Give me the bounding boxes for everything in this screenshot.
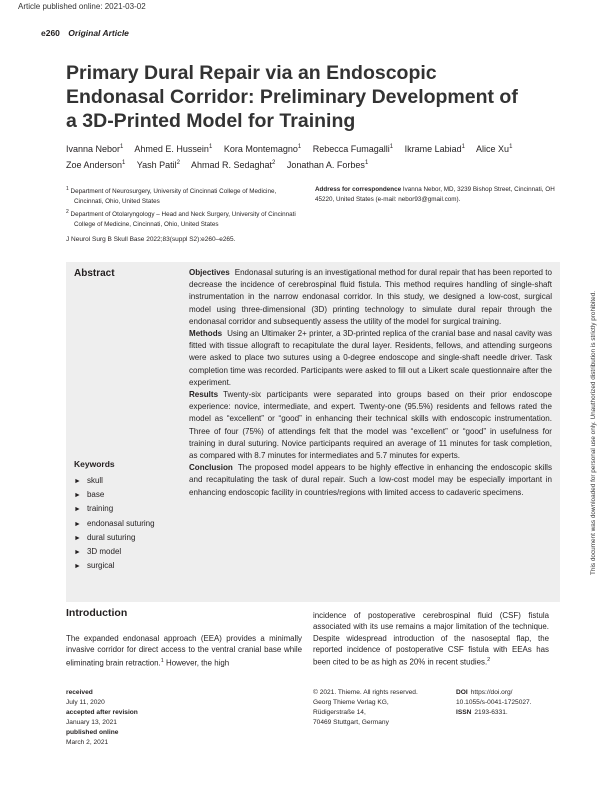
keyword-item — [74, 502, 155, 516]
author-name: Zoe Anderson — [66, 160, 123, 170]
bullet-arrow-icon: ► — [74, 506, 81, 514]
abstract-text: The proposed model appears to be highly effective in enhancing the endoscopic skills and recapitulating the task of dural repair. Such a low-cost model may be especially important in enhancing endoscopic facility in countries/regions with limited access to cadaveric specimens. — [189, 463, 552, 497]
keywords-list — [74, 474, 155, 573]
author-affiliation: 1 — [122, 160, 126, 166]
abstract-label: Abstract — [74, 268, 115, 279]
author-name: Ahmad R. Sedaghat — [190, 160, 273, 170]
date-label: published online — [66, 729, 119, 736]
author-name: Jonathan A. Forbes — [286, 160, 365, 170]
author — [476, 144, 512, 154]
abstract-text: Endonasal suturing is an investigational method for dural repair that has been reported to decrease the incidence of cerebrospinal fluid fistula. This method requires handling of single-shaft instrumentation in the narrow endonasal corridor. In this study, we designed a low-cost, surgical model using three-dimensional (3D) printing technology to simulate dural repair through the endonasal corridor and subsequently assess the utility of the model for surgical training. — [189, 268, 552, 326]
correspondence — [315, 185, 560, 204]
correspondence-text: Ivanna Nebor, MD, 3239 Bishop Street, Cincinnati, OH 45220, United States (e-mail: nebor93@gmail.com). — [315, 186, 555, 203]
article-title: Primary Dural Repair via an Endoscopic Endonasal Corridor: Preliminary Development of a 3D-Printed Model for Training — [66, 62, 518, 132]
author-affiliation: 1 — [208, 144, 213, 150]
author-affiliation: 1 — [509, 144, 513, 150]
author-name: Ikrame Labiad — [404, 144, 462, 154]
introduction-column-2 — [313, 610, 549, 668]
keyword-item — [74, 531, 155, 545]
publisher-info — [313, 688, 418, 728]
affiliation-text: Department of Neurosurgery, University of Cincinnati College of Medicine, Cincinnati, Ohio, United States — [70, 188, 277, 205]
reference-number: 2 — [487, 657, 491, 664]
keywords-label: Keywords — [74, 459, 115, 469]
introduction-column-1 — [66, 633, 302, 669]
abstract-results — [189, 389, 552, 462]
keyword-text: training — [86, 504, 114, 514]
doi-info — [456, 688, 532, 718]
affiliation-2 — [66, 208, 306, 229]
abstract-heading: Results — [189, 390, 219, 400]
abstract-body — [189, 267, 552, 499]
author-name: Yash Patil — [136, 160, 177, 170]
keyword-item — [74, 474, 155, 488]
author-affiliation: 1 — [389, 144, 394, 150]
abstract-methods — [189, 328, 552, 389]
author-affiliation: 1 — [461, 144, 466, 150]
date-label: received — [66, 689, 93, 696]
abstract-heading: Objectives — [189, 268, 230, 277]
article-section: Original Article — [68, 28, 129, 38]
author-affiliation: 1 — [120, 144, 124, 150]
download-notice: This document was downloaded for personal use only. Unauthorized distribution is strictly prohibited. — [590, 290, 597, 575]
intro-text: The expanded endonasal approach (EEA) provides a minimally invasive corridor for direct access to the ventral cranial base while eliminating brain retraction. — [66, 634, 302, 668]
abstract-conclusion — [189, 462, 552, 499]
article-dates — [66, 688, 138, 748]
keyword-item — [74, 559, 155, 573]
affiliations — [66, 185, 306, 232]
author-affiliation: 2 — [272, 160, 276, 166]
reference-number: 1 — [160, 657, 164, 664]
author-affiliation: 1 — [297, 144, 302, 150]
keyword-text: skull — [86, 476, 103, 485]
publisher-line: Georg Thieme Verlag KG, — [313, 699, 389, 706]
date-value: July 11, 2020 — [66, 699, 105, 706]
abstract-text: Twenty-six participants were separated into groups based on their prior endoscope experience: novice, intermediate, and expert. Twenty-one (95.5%) residents and fellows rated the model as “excellent” or “good” in enhancing their technical skills with endoscopic instrumentation. Three of four (75%) of attendings felt that the model was “excellent” or “good” in usefulness for training in dural suturing. Novice participants required an average of 11 minutes for task completion, as compared with 8.7 minutes for intermediates and 5.7 minutes for experts. — [189, 390, 552, 461]
intro-text: However, the high — [163, 658, 230, 668]
bullet-arrow-icon: ► — [74, 563, 81, 571]
bullet-arrow-icon: ► — [74, 520, 81, 528]
author — [224, 144, 301, 154]
author-name: Rebecca Fumagalli — [312, 144, 390, 154]
introduction-heading: Introduction — [66, 607, 128, 619]
author — [313, 144, 393, 154]
author — [405, 144, 465, 154]
bullet-arrow-icon: ► — [74, 492, 81, 500]
bullet-arrow-icon: ► — [74, 478, 81, 485]
date-value: January 13, 2021 — [66, 719, 117, 726]
doi-link[interactable]: https://doi.org/ — [470, 689, 513, 696]
affiliation-number: 2 — [66, 209, 69, 216]
keyword-text: dural suturing — [86, 532, 136, 542]
keyword-item — [74, 488, 155, 502]
keyword-item — [74, 517, 155, 531]
author-affiliation: 2 — [176, 160, 180, 166]
publisher-line: 70469 Stuttgart, Germany — [313, 719, 389, 726]
journal-citation: J Neurol Surg B Skull Base 2022;83(suppl S2):e260–e265. — [66, 236, 236, 243]
author-name: Ahmed E. Hussein — [134, 144, 209, 154]
bullet-arrow-icon: ► — [74, 549, 81, 557]
publisher-line: © 2021. Thieme. All rights reserved. — [313, 689, 418, 696]
author — [134, 144, 212, 154]
author-list — [66, 141, 536, 173]
abstract-objectives — [189, 267, 552, 328]
keyword-text: 3D model — [86, 547, 122, 557]
abstract-heading: Methods — [189, 329, 223, 339]
doi-label: DOI — [456, 689, 468, 696]
correspondence-label: Address for correspondence — [315, 186, 402, 193]
abstract-heading: Conclusion — [189, 463, 233, 473]
author — [191, 160, 275, 170]
page-number: e260 — [41, 28, 60, 38]
issn-label: ISSN — [456, 709, 472, 716]
abstract-text: Using an Ultimaker 2+ printer, a 3D-printed replica of the cranial base and nasal cavity was fitted with tissue allograft to recapitulate the dural layer. Residents, fellows, and attending surgeons were asked to place two sutures using a 0-degree endoscope and single-shaft needle driver. Task completion time was recorded. Participants were asked to fill out a Likert scale questionnaire after the experiment. — [189, 329, 552, 387]
affiliation-text: Department of Otolaryngology – Head and Neck Surgery, University of Cincinnati College of Medicine, Cincinnati, Ohio, United States — [70, 211, 296, 228]
keyword-text: surgical — [86, 561, 115, 571]
author — [66, 144, 123, 154]
affiliation-1 — [66, 185, 306, 206]
author-name: Ivanna Nebor — [66, 144, 121, 154]
bullet-arrow-icon: ► — [74, 534, 81, 542]
keyword-item — [74, 545, 155, 559]
author — [137, 160, 180, 170]
author — [287, 160, 368, 170]
keyword-text: endonasal suturing — [86, 518, 155, 528]
author-affiliation: 1 — [364, 160, 369, 166]
author-name: Alice Xu — [476, 144, 510, 154]
author-name: Kora Montemagno — [223, 144, 298, 154]
issn-value: 2193-6331. — [474, 709, 508, 716]
published-online-line: Article published online: 2021-03-02 — [18, 2, 146, 11]
doi-value: 10.1055/s-0041-1725027. — [456, 699, 532, 706]
keyword-text: base — [86, 490, 105, 500]
publisher-line: Rüdigerstraße 14, — [313, 709, 366, 716]
date-label: accepted after revision — [66, 709, 138, 716]
date-value: March 2, 2021 — [66, 739, 109, 746]
author — [66, 160, 125, 170]
intro-text: incidence of postoperative cerebrospinal fluid (CSF) fistula associated with its use remains a major limitation of the technique. Despite widespread introduction of the nasoseptal flap, the reported incidence of postoperative CSF fistula with EEAs has been cited to be as high as 20% in recent studies. — [313, 611, 549, 667]
running-header — [41, 28, 129, 38]
affiliation-number: 1 — [66, 186, 69, 192]
